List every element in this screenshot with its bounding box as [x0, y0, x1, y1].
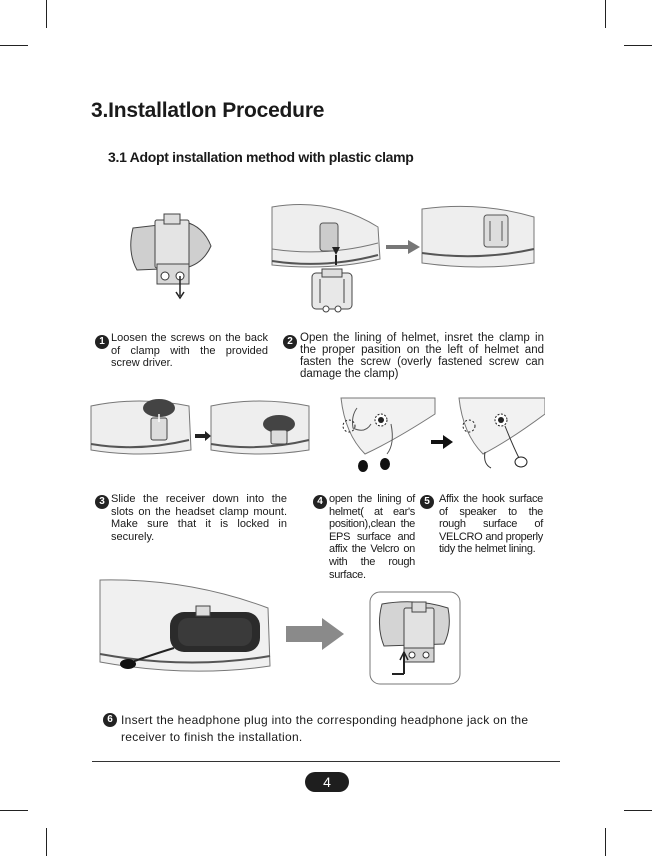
crop-mark [624, 45, 652, 46]
step-number-1: 1 [95, 335, 109, 349]
step-number-5: 5 [420, 495, 434, 509]
crop-mark [0, 810, 28, 811]
step-5-text: Affix the hook surface of speaker to the rough surface of VELCRO and properly tidy the helmet lining. [439, 493, 543, 556]
crop-mark [46, 0, 47, 28]
crop-mark [46, 828, 47, 856]
step-number-4: 4 [313, 495, 327, 509]
step-4-text: open the lining of helmet( at ear's position),clean the EPS surface and affix the Velcro on with the rough surface. [329, 493, 415, 581]
section-title: 3.1 Adopt installation method with plastic clamp [108, 149, 414, 165]
velcro-speaker-illustration [335, 394, 545, 474]
step-number-6: 6 [103, 713, 117, 727]
page-number: 4 [305, 772, 349, 792]
headphone-plug-illustration [98, 578, 464, 688]
footer-rule [92, 761, 560, 762]
helmet-clamp-insert-illustration [270, 197, 540, 322]
step-6-text: Insert the headphone plug into the corresponding headphone jack on the receiver to finish the installation. [121, 713, 529, 744]
crop-mark [605, 828, 606, 856]
step-3-text: Slide the receiver down into the slots on the headset clamp mount. Make sure that it is locked in securely. [111, 493, 287, 543]
crop-mark [605, 0, 606, 28]
crop-mark [624, 810, 652, 811]
step-number-2: 2 [283, 335, 297, 349]
page-title: 3.Installatlon Procedure [91, 99, 325, 122]
step-1-text: Loosen the screws on the back of clamp with the provided screw driver. [111, 332, 268, 370]
clamp-illustration [125, 212, 215, 302]
crop-mark [0, 45, 28, 46]
step-2-text: Open the lining of helmet, insret the clamp in the proper pasition on the left of helmet and fasten the screw (overly fastened screw can damage the clamp) [300, 332, 544, 380]
step-number-3: 3 [95, 495, 109, 509]
receiver-slide-illustration [89, 394, 311, 464]
